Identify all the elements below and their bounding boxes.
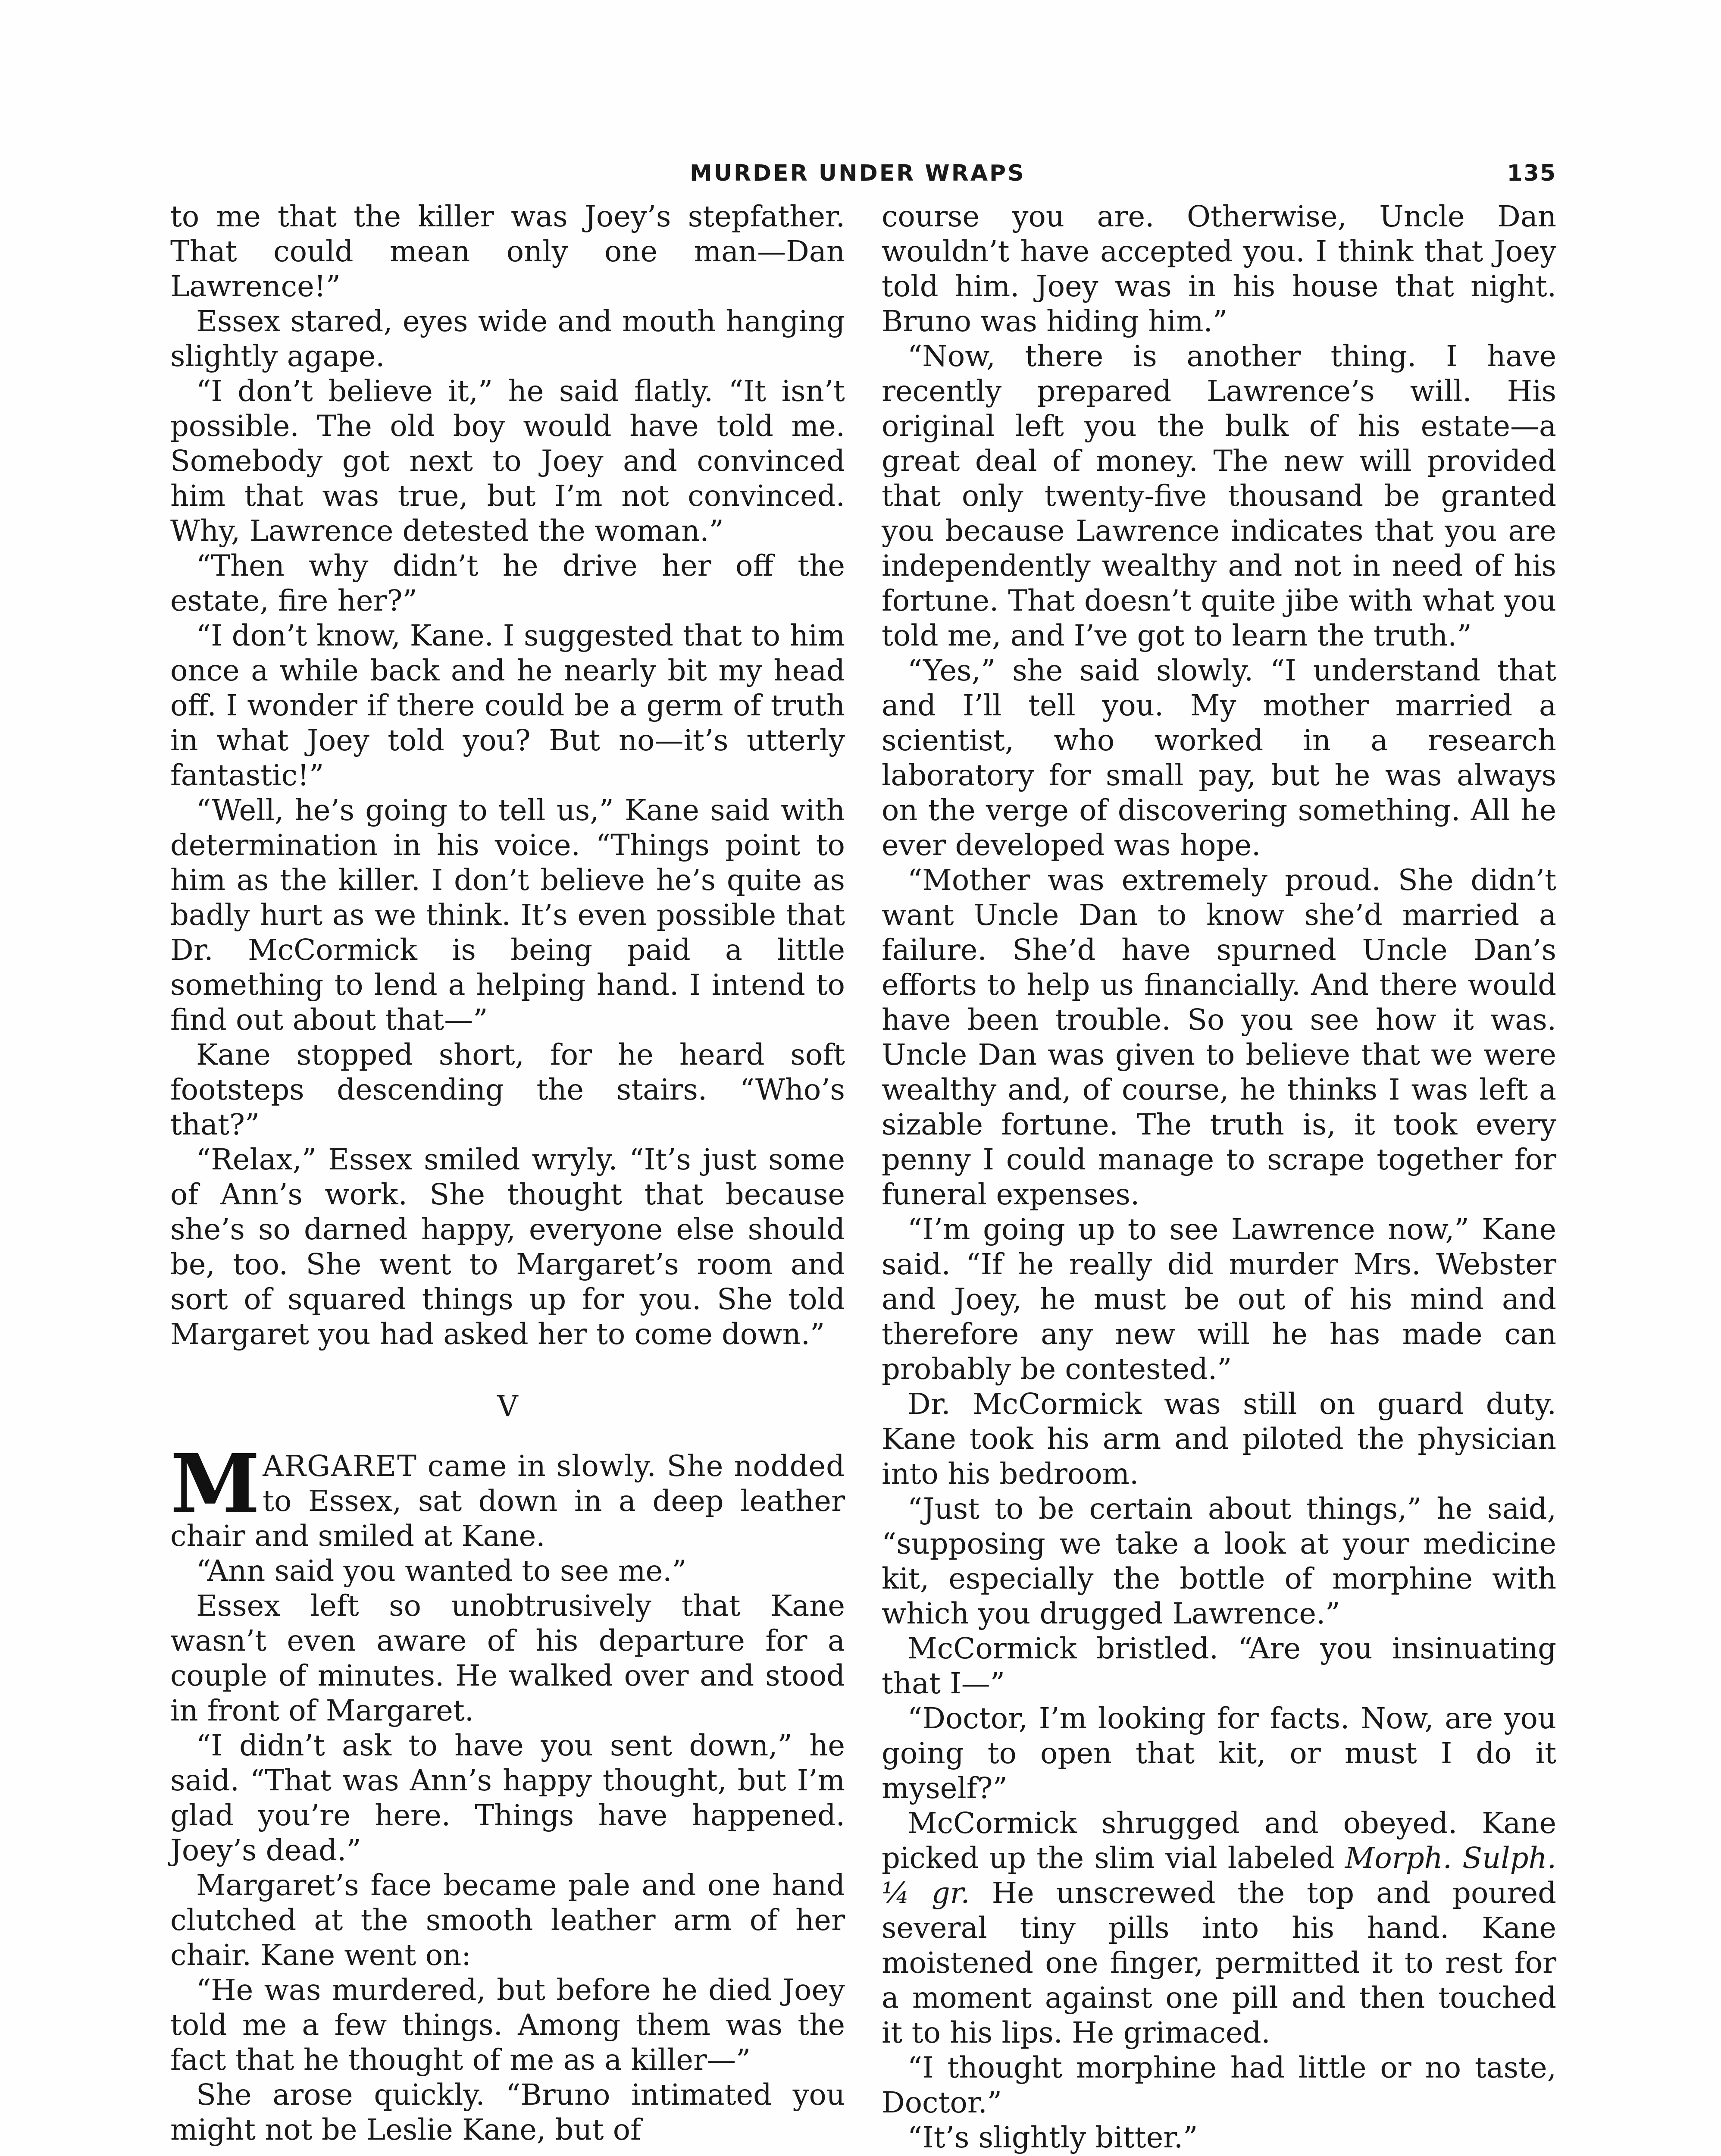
paragraph: course you are. Otherwise, Uncle Dan wouldn’t have accepted you. I think that Joey told him. Joey was in his house that night. Bruno was hiding him.”	[882, 200, 1556, 338]
paragraph: “I don’t know, Kane. I suggested that to him once a while back and he nearly bit my head off. I wonder if there could be a germ of truth in what Joey told you? But no—it’s utterly fantastic!”	[170, 619, 845, 792]
paragraph: “I didn’t ask to have you sent down,” he said. “That was Ann’s happy thought, but I’m glad you’re here. Things have happened. Joey’s dead.”	[170, 1729, 845, 1867]
small-caps-lead: ARGARET	[263, 1449, 417, 1483]
running-title: MURDER UNDER WRAPS	[690, 160, 1026, 186]
chapter-opening-paragraph	[170, 1436, 845, 1554]
paragraph: to me that the killer was Joey’s stepfather. That could mean only one man—Dan Lawrence!”	[170, 200, 845, 303]
paragraph: She arose quickly. “Bruno intimated you might not be Leslie Kane, but of	[170, 2078, 845, 2147]
paragraph: “Doctor, I’m looking for facts. Now, are you going to open that kit, or must I do it myself?”	[882, 1702, 1556, 1805]
paragraph: “Ann said you wanted to see me.”	[196, 1554, 687, 1588]
left-column	[170, 199, 845, 2147]
paragraph: Dr. McCormick was still on guard duty. Kane took his arm and piloted the physician into his bedroom.	[882, 1387, 1556, 1491]
paragraph: “Relax,” Essex smiled wryly. “It’s just some of Ann’s work. She thought that because she’s so darned happy, everyone else should be, too. She went to Margaret’s room and sort of squared things up for you. She told Margaret you had asked her to come down.”	[170, 1143, 845, 1351]
paragraph: “I don’t believe it,” he said flatly. “It isn’t possible. The old boy would have told me. Somebody got next to Joey and convinced him that was true, but I’m not convinced. Why, Lawrence detested the woman.”	[170, 374, 845, 548]
paragraph: “Now, there is another thing. I have recently prepared Lawrence’s will. His original left you the bulk of his estate—a great deal of money. The new will provided that only twenty-five thousand be granted you because Lawrence indicates that you are independently wealthy and not in need of his fortune. That doesn’t quite jibe with what you told me, and I’ve got to learn the truth.”	[882, 339, 1556, 652]
paragraph: Essex stared, eyes wide and mouth hanging slightly agape.	[170, 304, 845, 373]
paragraph: “Mother was extremely proud. She didn’t want Uncle Dan to know she’d married a failure. She’d have spurned Uncle Dan’s efforts to help us financially. And there would have been trouble. So you see how it was. Uncle Dan was given to believe that we were wealthy and, of course, he thinks I was left a sizable fortune. The truth is, it took every penny I could manage to scrape together for funeral expenses.	[882, 863, 1556, 1211]
vial-label: Morph. Sulph. ¼ gr.	[882, 1841, 1556, 1910]
paragraph: Margaret’s face became pale and one hand clutched at the smooth leather arm of her chair. Kane went on:	[170, 1868, 845, 1972]
paragraph: “It’s slightly bitter.”	[907, 2121, 1198, 2154]
paragraph: “Well, he’s going to tell us,” Kane said with determination in his voice. “Things point to him as the killer. I don’t believe he’s quite as badly hurt as we think. It’s even possible that Dr. McCormick is being paid a little something to lend a helping hand. I intend to find out about that—”	[170, 793, 845, 1037]
paragraph: Kane stopped short, for he heard soft footsteps descending the stairs. “Who’s that?”	[170, 1038, 845, 1141]
paragraph: “I’m going up to see Lawrence now,” Kane said. “If he really did murder Mrs. Webster and Joey, he must be out of his mind and therefore any new will he has made can probably be contested.”	[882, 1213, 1556, 1386]
paragraph: “Yes,” she said slowly. “I understand that and I’ll tell you. My mother married a scientist, who worked in a research laboratory for small pay, but he was always on the verge of discovering something. All he ever developed was hope.	[882, 654, 1556, 862]
page-number: 135	[1507, 160, 1556, 186]
page-header	[170, 160, 1556, 199]
drop-cap: M	[170, 1436, 260, 1532]
paragraph: “I thought morphine had little or no taste, Doctor.”	[882, 2051, 1556, 2119]
paragraph: McCormick bristled. “Are you insinuating that I—”	[882, 1632, 1556, 1700]
paragraph: “He was murdered, but before he died Joey told me a few things. Among them was the fact that he thought of me as a killer—”	[170, 1973, 845, 2077]
paragraph-text: came in slowly. She nodded to Essex, sat down in a deep leather chair and smiled at Kane.	[170, 1449, 845, 1553]
paragraph: Essex left so unobtrusively that Kane wasn’t even aware of his departure for a couple of minutes. He walked over and stood in front of Margaret.	[170, 1589, 845, 1727]
paragraph: “Then why didn’t he drive her off the estate, fire her?”	[170, 549, 845, 617]
paragraph	[882, 1806, 1556, 2050]
paragraph-text: McCormick shrugged and obeyed. Kane picked up the slim vial labeled	[882, 1806, 1556, 1875]
paragraph: “Just to be certain about things,” he said, “supposing we take a look at your medicine kit, especially the bottle of morphine with which you drugged Lawrence.”	[882, 1492, 1556, 1630]
paragraph-text: He unscrewed the top and poured several tiny pills into his hand. Kane moistened one finger, permitted it to rest for a moment against one pill and then touched it to his lips. He grimaced.	[882, 1876, 1556, 2049]
section-number: V	[497, 1389, 518, 1423]
right-column	[882, 199, 1556, 2155]
